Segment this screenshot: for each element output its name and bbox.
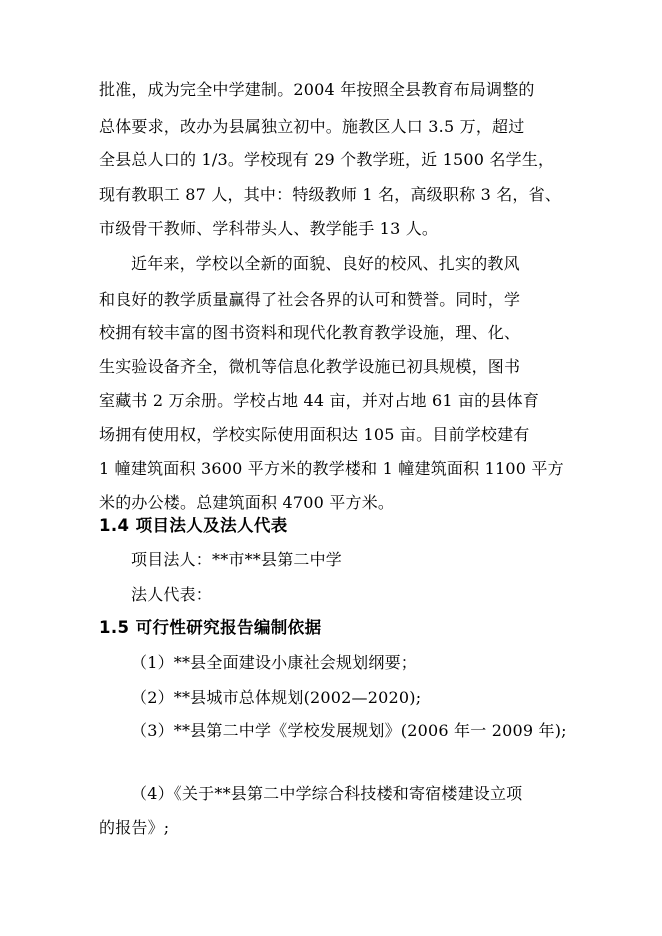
list-item-continuation: 的报告》; [99,818,170,837]
section-heading-1-4: 1.4 项目法人及法人代表 [99,516,288,535]
list-item: （2）**县城市总体规划(2002—2020); [131,688,422,707]
text-line: 市级骨干教师、学科带头人、教学能手 13 人。 [99,219,439,238]
text-line: 室藏书 2 万余册。学校占地 44 亩，并对占地 61 亩的县体育 [99,391,540,410]
text-line: 校拥有较丰富的图书资料和现代化教育教学设施，理、化、 [99,323,521,342]
section-heading-1-5: 1.5 可行性研究报告编制依据 [99,618,322,637]
project-legal-person: 项目法人：**市**县第二中学 [131,550,343,569]
list-item: （4）《关于**县第二中学综合科技楼和寄宿楼建设立项 [131,784,523,803]
text-line: 和良好的教学质量赢得了社会各界的认可和赞誉。同时，学 [99,290,521,309]
text-line: 场拥有使用权，学校实际使用面积达 105 亩。目前学校建有 [99,425,530,444]
list-item: （1）**县全面建设小康社会规划纲要； [131,653,417,672]
text-line: 全县总人口的 1/3。学校现有 29 个教学班，近 1500 名学生， [99,150,555,169]
text-line: 近年来，学校以全新的面貌、良好的校风、扎实的教风 [131,254,520,273]
text-line: 米的办公楼。总建筑面积 4700 平方米。 [99,493,395,512]
text-line: 批准，成为完全中学建制。2004 年按照全县教育布局调整的 [99,80,535,99]
list-item: （3）**县第二中学《学校发展规划》(2006 年一 2009 年); [131,721,567,740]
legal-representative: 法人代表： [131,585,213,604]
text-line: 总体要求，改办为县属独立初中。施教区人口 3.5 万，超过 [99,117,525,136]
text-line: 生实验设备齐全，微机等信息化教学设施已初具规模，图书 [99,357,521,376]
text-line: 现有教职工 87 人，其中：特级教师 1 名，高级职称 3 名，省、 [99,185,562,204]
text-line: 1 幢建筑面积 3600 平方米的教学楼和 1 幢建筑面积 1100 平方 [99,459,564,478]
